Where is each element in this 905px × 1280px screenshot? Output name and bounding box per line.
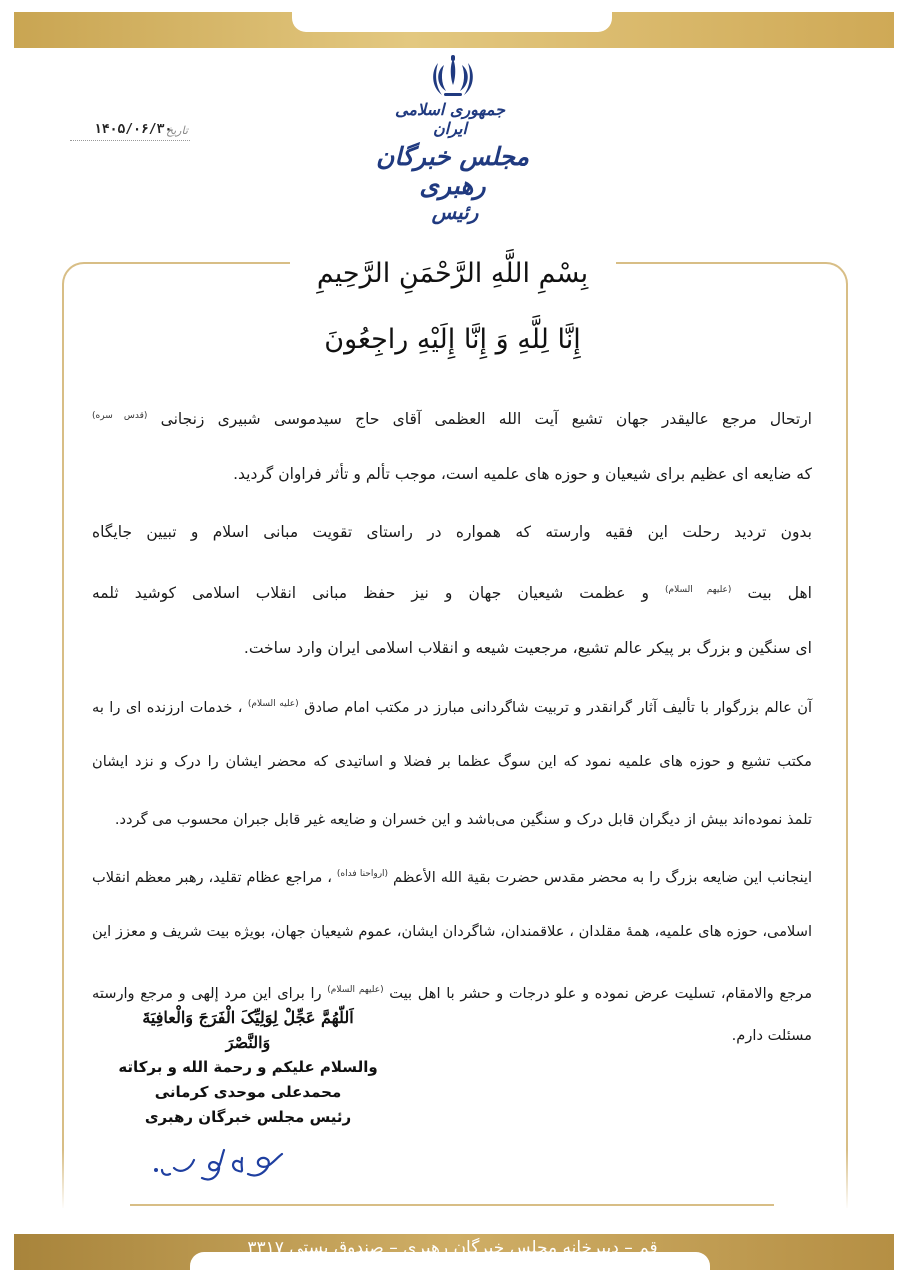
office-title: رئیس bbox=[431, 200, 479, 224]
paragraph-1-2 bbox=[92, 395, 812, 685]
honorific-note: (ارواحنا فداه) bbox=[336, 869, 389, 879]
paragraph-1-line-1: ارتحال مرجع عالیقدر جهان تشیع آیت الله العظمی آقای حاج سیدموسی شبیری زنجانی $^{(قدس سره)}$ bbox=[92, 410, 812, 429]
closing-block bbox=[118, 1005, 378, 1130]
honorific-note: (علیهم السلام) bbox=[327, 985, 384, 995]
honorific-note: (علیه السلام) bbox=[247, 699, 299, 709]
paragraph-4-line-2: اسلامی، حوزه های علمیه، همهٔ مقلدان ، علاقمندان، شاگردان ایشان، عموم شیعیان جهان، بویژه بیت شریف و معزز این bbox=[92, 923, 812, 940]
basmala: بِسْمِ اللَّهِ الرَّحْمَنِ الرَّحِيمِ bbox=[316, 258, 589, 289]
paragraph-3-line-3: تلمذ نموده‌اند بیش از دیگران قابل درک و سنگین می‌باشد و این خسران و ضایعه غیر قابل جبران محسوب می گردد. bbox=[114, 811, 812, 828]
paragraph-3 bbox=[92, 683, 812, 857]
paragraph-2-line-1: بدون تردید رحلت این فقیه وارسته که همواره در راستای تقویت مبانی اسلام و تبیین جایگاه bbox=[92, 523, 812, 541]
postal-address: قم – دبیرخانه مجلس خبرگان رهبری – صندوق پستی ۳۳۱۷ bbox=[247, 1238, 658, 1258]
greeting: والسلام علیکم و رحمة الله و برکاته bbox=[118, 1058, 378, 1076]
honorific-note: (علیهم السلام) bbox=[665, 585, 732, 595]
council-name: مجلس خبرگان رهبری bbox=[375, 142, 530, 200]
paragraph-2-line-3: ای سنگین و بزرگ بر پیکر عالم تشیع، مرجعیت شیعه و انقلاب اسلامی ایران وارد ساخت. bbox=[243, 639, 812, 657]
top-band-notch bbox=[292, 12, 612, 32]
paragraph-4-line-3: مرجع والامقام، تسلیت عرض نموده و علو درجات و حشر با اهل بیت $^{(علیهم السلام)}$ را برای این مرد إلهی و مرجع وارسته مسئلت دارم. bbox=[92, 984, 813, 1044]
signatory-name: محمدعلی موحدی کرمانی bbox=[154, 1083, 342, 1101]
iran-emblem-icon bbox=[430, 55, 476, 99]
paragraph-2-line-2: اهل بیت $^{(علیهم السلام)}$ و عظمت شیعیان جهان و نیز حفظ مبانی انقلاب اسلامی کوشید ثلمه bbox=[92, 584, 812, 603]
supplication: اَللّهُمَّ عَجِّلْ لِوَلِیِّکَ الْفَرَجَ وَالْعافِيَةَ وَالنَّصْرَ bbox=[142, 1008, 354, 1052]
date-value: ۱۴۰۵/۰۶/۳۰ bbox=[94, 122, 173, 137]
paragraph-3-line-1: آن عالم بزرگوار با تألیف آثار گرانقدر و تربیت شاگردانی مبارز در مکتب امام صادق $^{(علیه السلام)}$ ، خدمات ارزنده ای را به bbox=[92, 698, 812, 716]
frame-fade-right bbox=[838, 1150, 848, 1210]
paragraph-1-line-2: که ضایعه ای عظیم برای شیعیان و حوزه های علمیه است، موجب تألم و تأثر فراوان گردید. bbox=[233, 465, 812, 483]
date-label: تاریخ bbox=[166, 124, 188, 137]
istirja: إِنَّا لِلَّهِ وَ إِنَّا إِلَيْهِ راجِعُونَ bbox=[324, 324, 581, 355]
gold-frame-bottom bbox=[130, 1204, 774, 1206]
paragraph-4-line-1: اینجانب این ضایعه بزرگ را به محضر مقدس حضرت بقیة الله الأعظم $^{(ارواحنا فداه)}$ ، مراجع عظام تقلید، رهبر معظم انقلاب bbox=[92, 868, 813, 886]
country-name: جمهوری اسلامی ایران bbox=[395, 100, 505, 138]
paragraph-3-line-2: مکتب تشیع و حوزه های علمیه نمود که این سوگ عظما بر فضلا و اساتیدی که محضر ایشان را درک و نزد ایشان bbox=[92, 753, 812, 770]
date-underline bbox=[70, 140, 190, 141]
frame-fade-left bbox=[58, 1150, 68, 1210]
honorific-note: (قدس سره) bbox=[92, 411, 148, 421]
handwritten-signature bbox=[150, 1140, 310, 1190]
signatory-title: رئیس مجلس خبرگان رهبری bbox=[144, 1108, 352, 1126]
